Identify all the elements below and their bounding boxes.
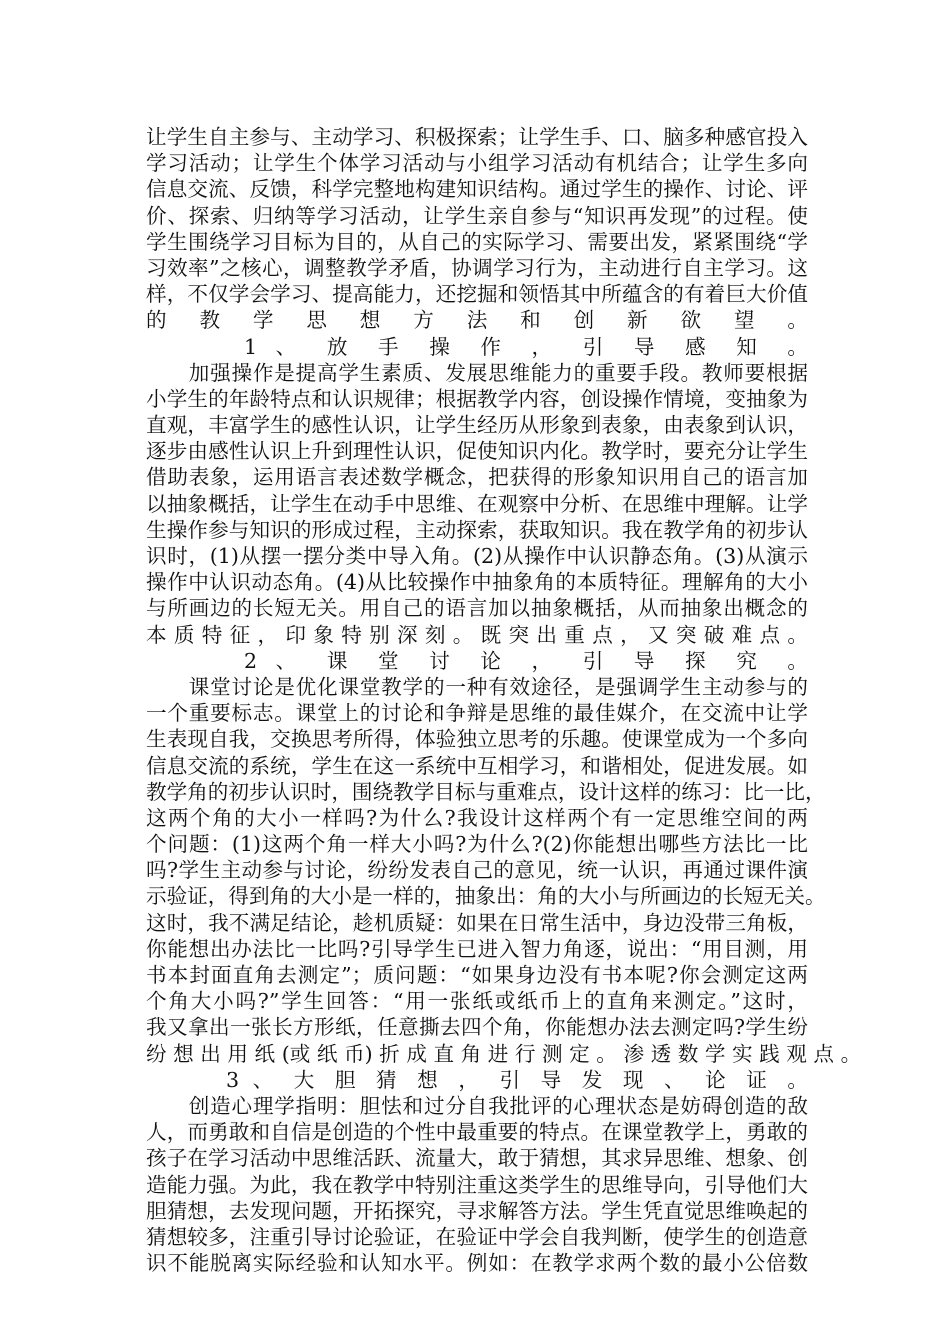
text-line: 信息交流、反馈，科学完整地构建知识结构。通过学生的操作、讨论、评 (146, 177, 808, 202)
text-line: 人，而勇敢和自信是创造的个性中最重要的特点。在课堂教学上，勇敢的 (146, 1120, 808, 1145)
text-line: 教学角的初步认识时，围绕教学目标与重难点，设计这样的练习：比一比， (146, 779, 826, 804)
text-line: 习效率”之核心，调整教学矛盾，协调学习行为，主动进行自主学习。这 (146, 255, 808, 280)
text-line: 加强操作是提高学生素质、发展思维能力的重要手段。教师要根据 (146, 360, 808, 385)
section-heading-3: 3 、 大 胆 猜 想 ， 引 导 发 现 、 论 证 。 (226, 1067, 808, 1092)
text-line: 你能想出办法比一比吗?引导学生已进入智力角逐，说出：“用目测，用 (146, 936, 808, 961)
text-line: 的 教 学 思 想 方 法 和 创 新 欲 望 。 (146, 308, 808, 333)
text-line: 以抽象概括，让学生在动手中思维、在观察中分析、在思维中理解。让学 (146, 491, 808, 516)
paragraph-operation (146, 360, 808, 648)
text-line: 直观，丰富学生的感性认识，让学生经历从形象到表象，由表象到认识， (146, 413, 808, 438)
text-line: 样，不仅学会学习、提高能力，还挖掘和领悟其中所蕴含的有着巨大价值 (146, 282, 808, 307)
section-heading-2: 2 、 课 堂 讨 论 ， 引 导 探 究 。 (244, 648, 808, 673)
text-line: 课堂讨论是优化课堂教学的一种有效途径，是强调学生主动参与的 (146, 674, 808, 699)
text-line: 示验证，得到角的大小是一样的，抽象出：角的大小与所画边的长短无关。 (146, 884, 826, 909)
text-line: 我又拿出一张长方形纸，任意撕去四个角，你能想办法去测定吗?学生纷 (146, 1015, 808, 1040)
section-heading-1: 1 、 放 手 操 作 ， 引 导 感 知 。 (244, 334, 808, 359)
text-line: 创造心理学指明：胆怯和过分自我批评的心理状态是妨碍创造的敌 (146, 1093, 808, 1118)
text-line: 这两个角的大小一样吗?为什么?我设计这样两个有一定思维空间的两 (146, 805, 808, 830)
paragraph-conjecture (146, 1093, 808, 1276)
text-line: 识时，(1)从摆一摆分类中导入角。(2)从操作中认识静态角。(3)从演示 (146, 544, 808, 568)
text-line: 逐步由感性认识上升到理性认识，促使知识内化。教学时，要充分让学生 (146, 439, 808, 464)
text-line: 小学生的年龄特点和认识规律；根据教学内容，创设操作情境，变抽象为 (146, 386, 808, 411)
text-line: 借助表象，运用语言表述数学概念，把获得的形象知识用自己的语言加 (146, 465, 808, 490)
text-line: 个角大小吗?”学生回答：“用一张纸或纸币上的直角来测定。”这时， (146, 989, 808, 1014)
text-line: 一个重要标志。课堂上的讨论和争辩是思维的最佳媒介，在交流中让学 (146, 701, 808, 726)
text-line: 胆猜想，去发现问题，开拓探究，寻求解答方法。学生凭直觉思维唤起的 (146, 1198, 808, 1223)
text-line: 生操作参与知识的形成过程，主动探索，获取知识。我在教学角的初步认 (146, 517, 808, 542)
paragraph-discussion (146, 674, 862, 1067)
text-line: 生表现自我，交换思考所得，体验独立思考的乐趣。使课堂成为一个多向 (146, 727, 808, 752)
text-line: 这时，我不满足结论，趁机质疑：如果在日常生活中，身边没带三角板， (146, 910, 808, 935)
text-line: 造能力强。为此，我在教学中特别注重这类学生的思维导向，引导他们大 (146, 1172, 808, 1197)
text-line: 纷 想 出 用 纸 (或 纸 币) 折 成 直 角 进 行 测 定 。 渗 透 数 学 实 践 观 点 。 (146, 1041, 862, 1066)
text-line: 价、探索、归纳等学习活动，让学生亲自参与“知识再发现”的过程。使 (146, 203, 808, 228)
text-line: 个问题：(1)这两个角一样大小吗?为什么?(2)你能想出哪些方法比一比 (146, 832, 808, 857)
text-line: 吗?学生主动参与讨论，纷纷发表自己的意见，统一认识，再通过课件演 (146, 858, 808, 883)
text-line: 与所画边的长短无关。用自己的语言加以抽象概括，从而抽象出概念的 (146, 596, 808, 621)
text-line: 学生围绕学习目标为目的，从自己的实际学习、需要出发，紧紧围绕“学 (146, 229, 808, 254)
text-line: 识不能脱离实际经验和认知水平。例如：在教学求两个数的最小公倍数 (146, 1251, 808, 1276)
text-line: 书本封面直角去测定”；质问题：“如果身边没有书本呢?你会测定这两 (146, 963, 808, 987)
text-line: 操作中认识动态角。(4)从比较操作中抽象角的本质特征。理解角的大小 (146, 570, 808, 595)
text-line: 信息交流的系统，学生在这一系统中互相学习，和谐相处，促进发展。如 (146, 753, 808, 778)
text-line: 猜想较多，注重引导讨论验证，在验证中学会自我判断，使学生的创造意 (146, 1224, 808, 1249)
text-line: 孩子在学习活动中思维活跃、流量大，敢于猜想，其求异思维、想象、创 (146, 1146, 808, 1171)
document-page (146, 124, 862, 1276)
paragraph-intro (146, 124, 808, 334)
text-line: 本 质 特 征 ， 印 象 特 别 深 刻 。 既 突 出 重 点 ， 又 突 破 难 点 。 (146, 622, 808, 647)
text-line: 学习活动；让学生个体学习活动与小组学习活动有机结合；让学生多向 (146, 151, 808, 176)
text-line: 让学生自主参与、主动学习、积极探索；让学生手、口、脑多种感官投入 (146, 125, 808, 149)
